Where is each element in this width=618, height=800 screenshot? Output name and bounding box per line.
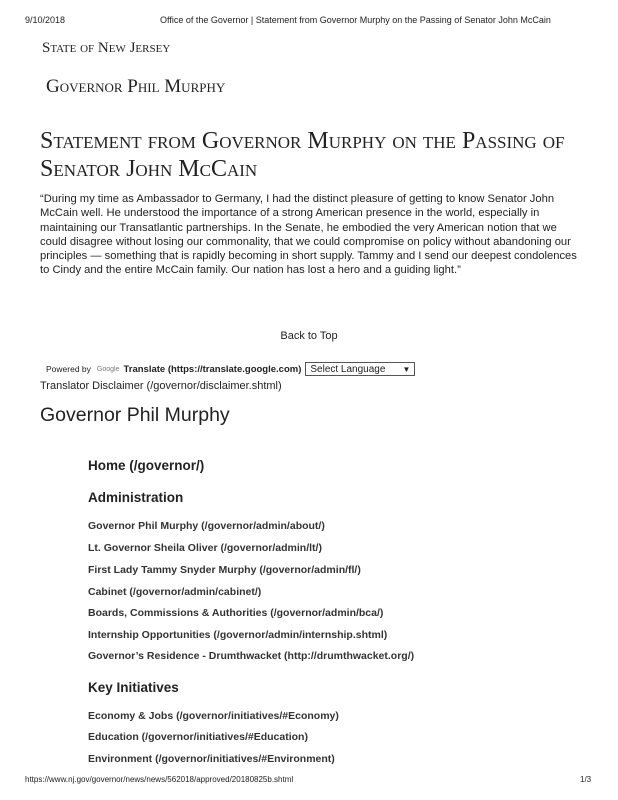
- translator-disclaimer-link[interactable]: Translator Disclaimer (/governor/disclaimer.shtml): [40, 380, 282, 392]
- dropdown-arrow-icon: ▼: [402, 364, 411, 374]
- nav-item-internship[interactable]: Internship Opportunities (/governor/admin/internship.shtml): [88, 629, 388, 641]
- nav-item-lt-governor[interactable]: Lt. Governor Sheila Oliver (/governor/admin/lt/): [88, 542, 322, 554]
- nav-item-economy[interactable]: Economy & Jobs (/governor/initiatives/#Economy): [88, 710, 339, 722]
- print-page-number: 1/3: [580, 775, 592, 784]
- language-select-value: Select Language: [310, 363, 386, 375]
- print-url: https://www.nj.gov/governor/news/news/562018/approved/20180825b.shtml: [25, 775, 294, 784]
- google-logo: Google: [96, 365, 120, 373]
- nav-item-first-lady[interactable]: First Lady Tammy Snyder Murphy (/governor/admin/fl/): [88, 564, 361, 576]
- statement-quote: “During my time as Ambassador to Germany, I had the distinct pleasure of getting to know Senator John McCain well. He understood the importance of a strong American presence in the world, especially in maintaining our Transatlantic partnerships. In the Senate, he embodied the very American notion that we could disagree without losing our commonality, that we could compromise on policy without abandoning our principles — something that is rapidly becoming in short supply. Tammy and I send our deepest condolences to Cindy and the entire McCain family. Our nation has lost a hero and a guiding light.”: [40, 193, 577, 277]
- footer-nav-title: Governor Phil Murphy: [40, 404, 230, 426]
- nav-heading-key-initiatives: Key Initiatives: [88, 680, 179, 695]
- nav-item-cabinet[interactable]: Cabinet (/governor/admin/cabinet/): [88, 586, 262, 598]
- language-select[interactable]: [305, 362, 415, 376]
- nav-heading-administration: Administration: [88, 490, 184, 505]
- nav-item-education[interactable]: Education (/governor/initiatives/#Education): [88, 731, 308, 743]
- article-title-line-2: Senator John McCain: [40, 156, 258, 182]
- article-title-line-1: Statement from Governor Murphy on the Passing of: [40, 128, 565, 154]
- governor-link[interactable]: Governor Phil Murphy: [46, 76, 226, 97]
- nav-item-boards[interactable]: Boards, Commissions & Authorities (/governor/admin/bca/): [88, 607, 384, 619]
- google-translate-link[interactable]: Translate (https://translate.google.com): [123, 363, 302, 375]
- article-title: [40, 127, 564, 183]
- nav-item-residence[interactable]: Governor’s Residence - Drumthwacket (http://drumthwacket.org/): [88, 650, 415, 662]
- nav-item-governor[interactable]: Governor Phil Murphy (/governor/admin/about/): [88, 520, 325, 532]
- nav-home-link[interactable]: Home (/governor/): [88, 458, 205, 473]
- google-translate-bar: [46, 361, 415, 377]
- print-date: 9/10/2018: [25, 15, 66, 25]
- nav-item-environment[interactable]: Environment (/governor/initiatives/#Environment): [88, 753, 335, 765]
- back-to-top-link[interactable]: Back to Top: [280, 330, 338, 342]
- powered-by-label: Powered by: [46, 364, 91, 374]
- state-link[interactable]: State of New Jersey: [42, 40, 171, 56]
- print-title: Office of the Governor | Statement from Governor Murphy on the Passing of Senator John McCain: [160, 15, 551, 25]
